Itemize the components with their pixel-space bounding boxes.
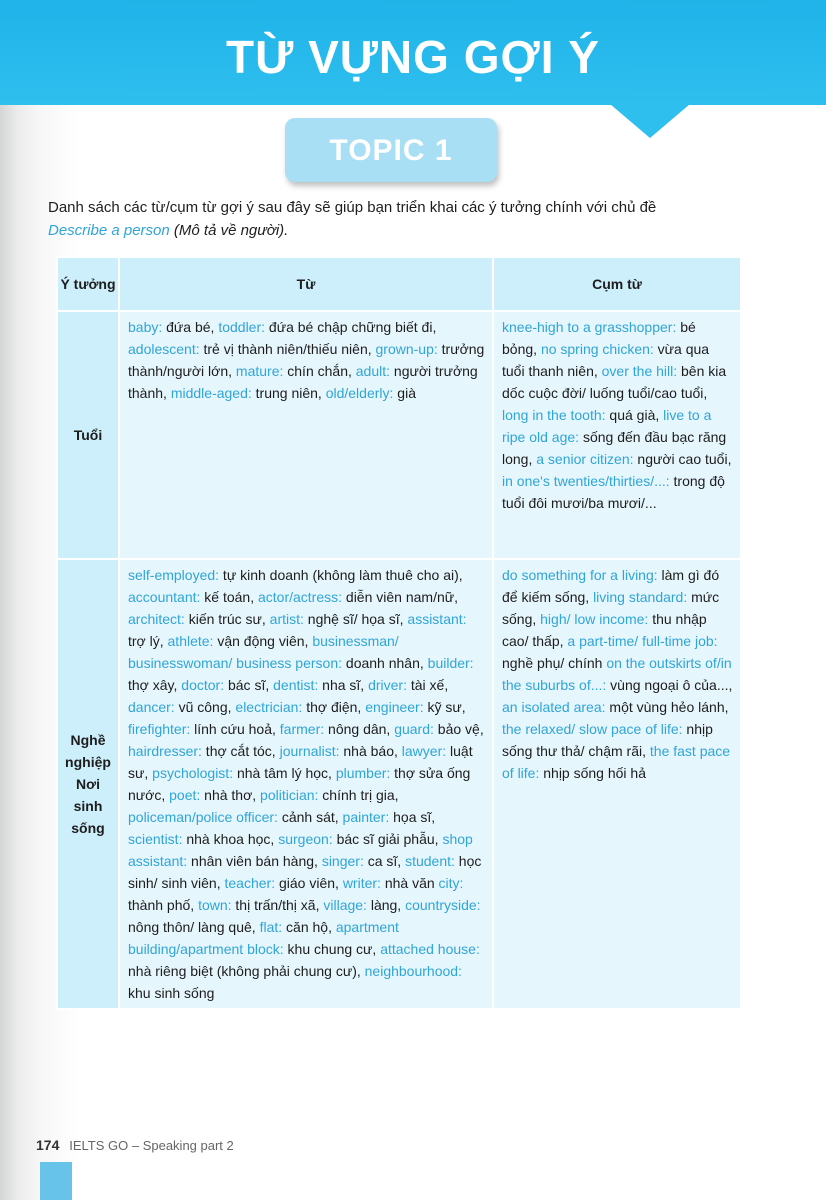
vocab-meaning: nhân viên bán hàng, <box>187 853 322 869</box>
vocab-term: architect: <box>128 611 185 627</box>
vocab-term: firefighter: <box>128 721 191 737</box>
vocab-meaning: bé bỏng, <box>502 319 696 357</box>
vocab-term: the fast pace of life: <box>502 743 731 781</box>
vocab-meaning: vận động viên, <box>213 633 313 649</box>
vocab-meaning: kế toán, <box>200 589 258 605</box>
vocab-meaning: nông dân, <box>324 721 395 737</box>
vocab-meaning: nhà thơ, <box>200 787 261 803</box>
vocab-meaning: nhà khoa học, <box>182 831 279 847</box>
vocab-meaning: bác sĩ giải phẫu, <box>332 831 443 847</box>
vocab-meaning: làm gì đó để kiếm sống, <box>502 567 720 605</box>
vocab-term: politician: <box>260 787 319 803</box>
vocab-term: on the outskirts of/in the suburbs of...: <box>502 655 732 693</box>
vocab-term: scientist: <box>128 831 183 847</box>
vocab-term: dentist: <box>273 677 319 693</box>
vocab-meaning: chính trị gia, <box>318 787 399 803</box>
vocab-meaning: bảo vệ, <box>433 721 484 737</box>
vocab-term: farmer: <box>279 721 325 737</box>
vocab-meaning: cảnh sát, <box>277 809 343 825</box>
vocab-term: doctor: <box>181 677 225 693</box>
vocab-term: adolescent: <box>128 341 200 357</box>
words-cell-age <box>119 311 493 559</box>
vocab-meaning: căn hộ, <box>282 919 336 935</box>
book-title: IELTS GO – Speaking part 2 <box>69 1138 234 1153</box>
vocab-meaning: mức sống, <box>502 589 720 627</box>
vocab-meaning: đứa bé, <box>162 319 219 335</box>
vocab-meaning: kiến trúc sư, <box>184 611 270 627</box>
vocab-meaning: nhà tâm lý học, <box>233 765 336 781</box>
vocab-term: athlete: <box>167 633 214 649</box>
vocab-term: knee-high to a grasshopper: <box>502 319 677 335</box>
table-row-age <box>57 311 741 559</box>
vocab-term: neighbourhood: <box>364 963 462 979</box>
vocab-term: actor/actress: <box>257 589 343 605</box>
vocab-meaning: học sinh/ sinh viên, <box>128 853 482 891</box>
vocab-term: painter: <box>342 809 390 825</box>
vocab-term: over the hill: <box>601 363 678 379</box>
vocab-term: self-employed: <box>128 567 220 583</box>
vocab-term: lawyer: <box>401 743 447 759</box>
vocab-meaning: vùng ngoại ô của..., <box>606 677 733 693</box>
vocab-term: builder: <box>427 655 474 671</box>
vocab-term: dancer: <box>128 699 175 715</box>
vocab-term: assistant: <box>407 611 467 627</box>
vocab-term: apartment building/apartment block: <box>128 919 399 957</box>
vocab-meaning: nhà văn <box>380 875 439 891</box>
vocab-meaning: thành phố, <box>128 897 199 913</box>
vocab-meaning: trưởng thành/người lớn, <box>128 341 485 379</box>
vocab-term: flat: <box>259 919 283 935</box>
vocab-meaning: thợ cắt tóc, <box>201 743 280 759</box>
vocab-meaning: người cao tuổi, <box>633 451 732 467</box>
banner-notch <box>610 104 690 138</box>
intro-topic-vi: (Mô tả về người). <box>169 222 289 239</box>
vocab-term: surgeon: <box>278 831 333 847</box>
intro-text: Danh sách các từ/cụm từ gợi ý sau đây sẽ giúp bạn triển khai các ý tưởng chính với chủ đề <box>48 199 657 216</box>
phrases-cell-age <box>493 311 741 559</box>
vocab-term: plumber: <box>335 765 391 781</box>
vocab-term: town: <box>198 897 232 913</box>
vocab-term: in one's twenties/thirties/...: <box>502 473 670 489</box>
vocab-meaning: khu chung cư, <box>283 941 381 957</box>
vocab-term: the relaxed/ slow pace of life: <box>502 721 683 737</box>
vocab-term: hairdresser: <box>128 743 202 759</box>
vocab-meaning: già <box>393 385 416 401</box>
vocab-term: do something for a living: <box>502 567 658 583</box>
vocab-meaning: tự kinh doanh (không làm thuê cho ai), <box>219 567 463 583</box>
header-banner <box>0 0 826 105</box>
vocab-meaning: quá già, <box>605 407 664 423</box>
vocab-term: student: <box>405 853 455 869</box>
vocab-meaning: nghệ sĩ/ họa sĩ, <box>303 611 408 627</box>
vocab-meaning: làng, <box>366 897 406 913</box>
vocab-term: mature: <box>235 363 284 379</box>
vocab-meaning: nhà riêng biệt (không phải chung cư), <box>128 963 365 979</box>
vocab-term: middle-aged: <box>170 385 252 401</box>
vocab-term: a part-time/ full-time job: <box>567 633 718 649</box>
page-number: 174 <box>36 1137 60 1153</box>
vocab-term: adult: <box>355 363 391 379</box>
vocab-term: an isolated area: <box>502 699 606 715</box>
table-row-job-residence <box>57 559 741 1009</box>
vocab-meaning: trẻ vị thành niên/thiếu niên, <box>199 341 376 357</box>
vocab-meaning: bên kia dốc cuộc đời/ luống tuổi/cao tuổi, <box>502 363 727 401</box>
vocab-term: poet: <box>169 787 201 803</box>
vocab-term: long in the tooth: <box>502 407 606 423</box>
vocab-term: psychologist: <box>152 765 234 781</box>
vocab-meaning: chín chắn, <box>283 363 356 379</box>
page-title: TỪ VỰNG GỢI Ý <box>226 31 600 83</box>
vocab-term: journalist: <box>279 743 340 759</box>
vocabulary-table <box>56 256 742 1010</box>
vocab-term: no spring chicken: <box>540 341 654 357</box>
vocab-term: grown-up: <box>375 341 438 357</box>
vocab-meaning: thị trấn/thị xã, <box>231 897 324 913</box>
vocab-term: baby: <box>128 319 163 335</box>
table-header-row <box>57 257 741 311</box>
vocab-meaning: nha sĩ, <box>318 677 369 693</box>
phrases-cell-job-residence <box>493 559 741 1009</box>
intro-paragraph <box>48 196 788 242</box>
vocab-term: live to a ripe old age: <box>502 407 712 445</box>
vocab-meaning: vừa qua tuổi thanh niên, <box>502 341 710 379</box>
header-phrase: Cụm từ <box>493 257 741 311</box>
vocab-term: village: <box>323 897 367 913</box>
idea-cell-job-residence: Nghề nghiệp Nơi sinh sống <box>57 559 119 1009</box>
vocab-meaning: nhịp sống thư thả/ chậm rãi, <box>502 721 713 759</box>
intro-topic-en: Describe a person <box>48 222 170 239</box>
vocab-meaning: nông thôn/ làng quê, <box>128 919 260 935</box>
vocab-meaning: nhà báo, <box>339 743 402 759</box>
vocab-meaning: bác sĩ, <box>224 677 274 693</box>
vocab-term: countryside: <box>405 897 481 913</box>
vocab-term: writer: <box>342 875 381 891</box>
idea-cell-age: Tuổi <box>57 311 119 559</box>
vocab-term: teacher: <box>224 875 276 891</box>
vocab-meaning: một vùng hẻo lánh, <box>605 699 729 715</box>
vocab-term: city: <box>438 875 464 891</box>
vocab-term: old/elderly: <box>325 385 394 401</box>
vocab-term: living standard: <box>593 589 688 605</box>
vocab-meaning: luật sư, <box>128 743 473 781</box>
vocab-meaning: doanh nhân, <box>342 655 428 671</box>
vocab-meaning: diễn viên nam/nữ, <box>342 589 459 605</box>
vocab-meaning: khu sinh sống <box>128 985 215 1001</box>
vocab-meaning: tài xế, <box>406 677 449 693</box>
vocab-meaning: họa sĩ, <box>389 809 436 825</box>
vocab-meaning: nghề phụ/ chính <box>502 655 607 671</box>
vocab-term: engineer: <box>365 699 424 715</box>
vocab-term: singer: <box>321 853 364 869</box>
header-idea: Ý tưởng <box>57 257 119 311</box>
page-footer <box>36 1137 234 1153</box>
vocab-meaning: trung niên, <box>251 385 326 401</box>
vocab-term: a senior citizen: <box>536 451 634 467</box>
vocab-term: businessman/ businesswoman/ business person: <box>128 633 399 671</box>
vocab-meaning: đứa bé chập chững biết đi, <box>265 319 437 335</box>
vocab-term: artist: <box>269 611 304 627</box>
vocab-term: toddler: <box>218 319 266 335</box>
vocab-term: guard: <box>394 721 434 737</box>
vocab-meaning: nhịp sống hối hả <box>539 765 646 781</box>
vocab-meaning: ca sĩ, <box>363 853 406 869</box>
vocab-meaning: kỹ sư, <box>423 699 466 715</box>
vocab-meaning: trợ lý, <box>128 633 168 649</box>
vocab-meaning: thợ xây, <box>128 677 182 693</box>
vocab-meaning: giáo viên, <box>275 875 343 891</box>
vocab-meaning: vũ công, <box>174 699 236 715</box>
header-word: Từ <box>119 257 493 311</box>
vocab-meaning: thợ sửa ống nước, <box>128 765 471 803</box>
topic-badge <box>285 118 497 182</box>
vocab-term: accountant: <box>128 589 201 605</box>
vocab-meaning: người trưởng thành, <box>128 363 478 401</box>
vocab-meaning: thu nhập cao/ thấp, <box>502 611 707 649</box>
vocab-term: high/ low income: <box>540 611 649 627</box>
vocab-term: driver: <box>368 677 407 693</box>
vocab-term: electrician: <box>235 699 303 715</box>
vocab-term: attached house: <box>380 941 480 957</box>
vocab-term: policeman/police officer: <box>128 809 278 825</box>
topic-label: TOPIC 1 <box>329 134 453 167</box>
words-cell-job-residence <box>119 559 493 1009</box>
vocab-meaning: sống đến đầu bạc răng long, <box>502 429 727 467</box>
vocab-meaning: lính cứu hoả, <box>190 721 280 737</box>
page-edge-marker <box>40 1162 72 1200</box>
vocab-term: shop assistant: <box>128 831 473 869</box>
vocab-meaning: thợ điện, <box>302 699 366 715</box>
vocab-meaning: trong độ tuổi đôi mươi/ba mươi/... <box>502 473 725 511</box>
